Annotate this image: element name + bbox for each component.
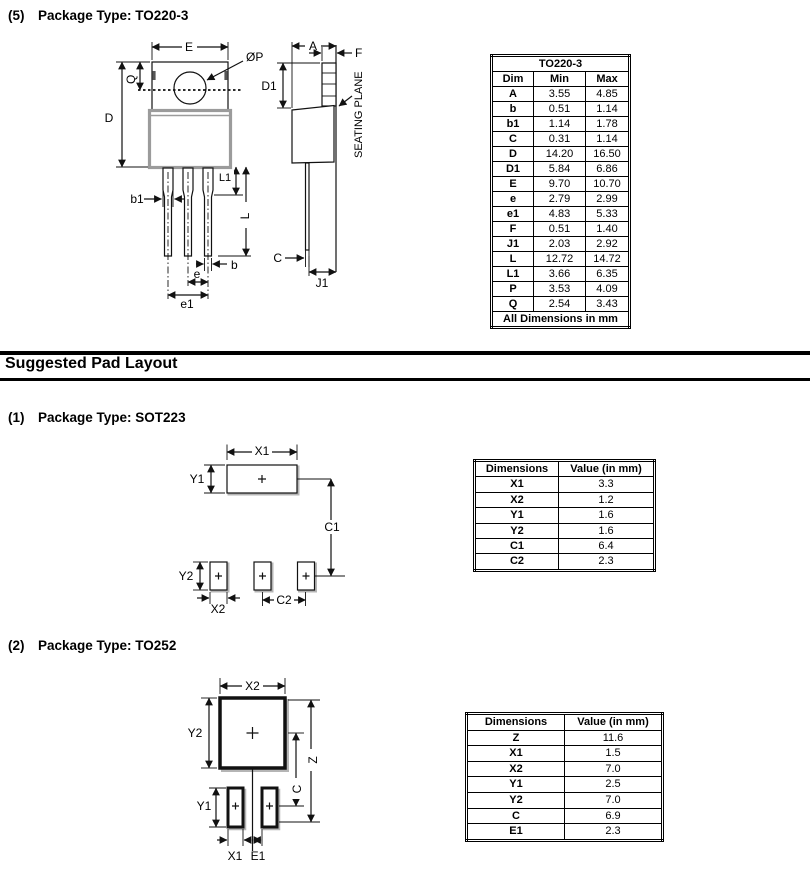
column-header: Min: [534, 72, 586, 87]
to220-side-view: [261, 39, 365, 290]
pad-layout-heading: Suggested Pad Layout: [5, 355, 178, 372]
column-header: Value (in mm): [565, 714, 663, 731]
table-cell: 2.3: [565, 824, 663, 841]
table-cell: A: [492, 87, 534, 102]
table-footer-row: [492, 312, 630, 328]
dim-label-e: e: [193, 267, 201, 281]
table-cell: 2.54: [534, 297, 586, 312]
table-cell: 6.4: [559, 539, 655, 554]
dim-label-E: E: [184, 40, 194, 54]
table-cell: 2.99: [586, 192, 630, 207]
section-heading-to252: [8, 638, 176, 653]
sot223-pad-layout-drawing: [140, 438, 365, 623]
table-cell: 16.50: [586, 147, 630, 162]
table-cell: 7.0: [565, 792, 663, 808]
to220-package-drawing: [95, 30, 475, 320]
section-title: Package Type: TO220-3: [38, 8, 189, 23]
table-cell: 2.5: [565, 777, 663, 793]
table-cell: C: [467, 808, 565, 824]
table-row: [492, 117, 630, 132]
section-title: Package Type: TO252: [38, 638, 177, 653]
table-row: [492, 102, 630, 117]
section-title: Package Type: SOT223: [38, 410, 186, 425]
dim-D1: [261, 63, 320, 108]
dim-b: [196, 258, 238, 272]
table-cell: 3.66: [534, 267, 586, 282]
to220-dimensions-table: [490, 54, 631, 329]
to252-dimensions-table: [465, 712, 664, 842]
lead-side: [306, 163, 310, 250]
dim-X2: [220, 678, 285, 694]
dim-b1: [130, 191, 185, 207]
table-cell: 1.40: [586, 222, 630, 237]
dim-e: [188, 267, 208, 282]
table-cell: 1.78: [586, 117, 630, 132]
table-title-row: [492, 56, 630, 72]
dim-label-X1: X1: [227, 849, 243, 863]
section-divider-bottom: [0, 378, 810, 381]
dim-X2: [197, 592, 240, 616]
sot223-pads: [210, 465, 316, 592]
dim-label-Y2: Y2: [178, 569, 194, 583]
table-cell: C: [492, 132, 534, 147]
table-cell: 4.83: [534, 207, 586, 222]
table-cell: 2.03: [534, 237, 586, 252]
seating-plane-callout: [339, 71, 365, 158]
table-row: [475, 523, 655, 538]
table-cell: Y1: [475, 508, 559, 523]
column-header: Value (in mm): [559, 461, 655, 477]
table-cell: C2: [475, 554, 559, 570]
table-row: [492, 87, 630, 102]
table-cell: 6.35: [586, 267, 630, 282]
to220-front-view: [105, 40, 264, 311]
table-row: [492, 222, 630, 237]
table-cell: 1.14: [586, 102, 630, 117]
dim-label-E1: E1: [250, 849, 266, 863]
table-cell: b1: [492, 117, 534, 132]
table-cell: 1.14: [534, 117, 586, 132]
table-row: [475, 539, 655, 554]
seating-plane-label: SEATING PLANE: [353, 71, 365, 158]
table-row: [475, 554, 655, 570]
dim-label-C1: C1: [324, 520, 340, 534]
table-cell: E1: [467, 824, 565, 841]
table-row: [492, 162, 630, 177]
table-cell: 0.51: [534, 102, 586, 117]
table-cell: L1: [492, 267, 534, 282]
table-cell: 4.09: [586, 282, 630, 297]
dim-label-A: A: [308, 39, 318, 53]
table-cell: 7.0: [565, 761, 663, 777]
table-row: [492, 297, 630, 312]
dim-Y1: [197, 788, 226, 827]
table-cell: E: [492, 177, 534, 192]
table-cell: e1: [492, 207, 534, 222]
dim-label-Y1: Y1: [189, 472, 205, 486]
table-cell: 2.92: [586, 237, 630, 252]
table-row: [492, 177, 630, 192]
dim-label-D1: D1: [261, 79, 277, 93]
table-cell: 2.79: [534, 192, 586, 207]
dim-X1: [217, 829, 252, 863]
dim-Y2: [188, 698, 217, 768]
column-header: Dim: [492, 72, 534, 87]
dim-label-Y1: Y1: [196, 799, 212, 813]
column-header: Dimensions: [467, 714, 565, 731]
table-cell: 11.6: [565, 730, 663, 746]
table-cell: 0.31: [534, 132, 586, 147]
table-cell: 4.85: [586, 87, 630, 102]
section-number: (2): [8, 638, 25, 653]
dim-label-C2: C2: [276, 593, 292, 607]
tab-notch-right: [224, 71, 227, 80]
table-row: [492, 282, 630, 297]
section-heading-to220: [8, 8, 188, 23]
table-title: TO220-3: [492, 56, 630, 72]
table-header-row: [492, 72, 630, 87]
dim-label-X2: X2: [210, 602, 226, 616]
table-cell: 3.55: [534, 87, 586, 102]
dim-label-C: C: [290, 784, 304, 794]
table-cell: 1.5: [565, 746, 663, 762]
mounting-hole: [174, 72, 206, 104]
section-heading-sot223: [8, 410, 186, 425]
table-row: [475, 492, 655, 507]
table-row: [492, 252, 630, 267]
dim-label-L: L: [238, 212, 252, 220]
dim-C2: [263, 592, 306, 607]
dim-J1: [309, 256, 336, 290]
table-cell: 9.70: [534, 177, 586, 192]
table-cell: 1.6: [559, 508, 655, 523]
dim-label-D: D: [104, 111, 114, 125]
section-number: (1): [8, 410, 25, 425]
table-cell: 1.14: [586, 132, 630, 147]
table-row: [467, 746, 663, 762]
table-cell: Y2: [467, 792, 565, 808]
to252-pad-layout-drawing: [150, 663, 400, 869]
table-row: [467, 777, 663, 793]
table-cell: C1: [475, 539, 559, 554]
tab-notch-left: [153, 71, 156, 80]
table-cell: Y2: [475, 523, 559, 538]
table-cell: P: [492, 282, 534, 297]
dim-label-J1: J1: [315, 276, 329, 290]
dim-label-L1: L1: [218, 172, 232, 184]
package-body-side: [292, 106, 334, 164]
table-row: [492, 192, 630, 207]
package-body: [150, 111, 231, 168]
dim-label-Q: Q: [124, 74, 138, 84]
to220-leads: [163, 168, 213, 299]
table-row: [467, 761, 663, 777]
table-cell: Z: [467, 730, 565, 746]
table-cell: 6.9: [565, 808, 663, 824]
table-cell: L: [492, 252, 534, 267]
table-cell: 2.3: [559, 554, 655, 570]
dim-label-b: b: [231, 258, 238, 272]
table-cell: X1: [475, 477, 559, 492]
table-cell: 5.33: [586, 207, 630, 222]
table-cell: 12.72: [534, 252, 586, 267]
dim-Y2: [179, 562, 208, 590]
table-row: [475, 508, 655, 523]
table-cell: 0.51: [534, 222, 586, 237]
dim-Y1: [190, 465, 225, 493]
table-cell: e: [492, 192, 534, 207]
table-cell: 14.20: [534, 147, 586, 162]
table-cell: Q: [492, 297, 534, 312]
column-header: Max: [586, 72, 630, 87]
dim-label-X1: X1: [254, 444, 270, 458]
table-cell: b: [492, 102, 534, 117]
table-row: [467, 824, 663, 841]
table-row: [467, 792, 663, 808]
table-footer: All Dimensions in mm: [492, 312, 630, 328]
table-row: [467, 730, 663, 746]
dim-C: [273, 250, 309, 267]
dim-X1: [227, 444, 297, 460]
table-cell: 3.53: [534, 282, 586, 297]
sot223-dimensions-table: [473, 459, 656, 572]
package-tab-side: [322, 63, 336, 106]
table-row: [467, 808, 663, 824]
dim-label-Y2: Y2: [187, 726, 203, 740]
dim-label-Z: Z: [306, 756, 320, 764]
table-cell: D: [492, 147, 534, 162]
dim-label-P: ØP: [246, 50, 264, 64]
table-cell: J1: [492, 237, 534, 252]
table-header-row: [475, 461, 655, 477]
table-cell: 3.43: [586, 297, 630, 312]
table-cell: 6.86: [586, 162, 630, 177]
table-cell: X1: [467, 746, 565, 762]
dim-label-b1: b1: [130, 192, 144, 206]
table-cell: 10.70: [586, 177, 630, 192]
table-cell: X2: [475, 492, 559, 507]
table-cell: 5.84: [534, 162, 586, 177]
table-row: [475, 477, 655, 492]
dim-L1: [214, 167, 243, 195]
table-cell: 1.2: [559, 492, 655, 507]
table-row: [492, 132, 630, 147]
table-cell: D1: [492, 162, 534, 177]
table-cell: F: [492, 222, 534, 237]
table-row: [492, 267, 630, 282]
dim-e1: [168, 295, 208, 311]
dim-label-F: F: [355, 46, 363, 60]
table-cell: 1.6: [559, 523, 655, 538]
to252-pads: [220, 698, 288, 851]
dim-Q: [124, 62, 140, 90]
table-row: [492, 237, 630, 252]
table-cell: 3.3: [559, 477, 655, 492]
dim-E: [152, 40, 228, 60]
dim-label-e1: e1: [180, 297, 194, 311]
table-row: [492, 147, 630, 162]
table-header-row: [467, 714, 663, 731]
table-cell: 14.72: [586, 252, 630, 267]
table-cell: X2: [467, 761, 565, 777]
column-header: Dimensions: [475, 461, 559, 477]
section-number: (5): [8, 8, 25, 23]
table-cell: Y1: [467, 777, 565, 793]
dim-label-X2: X2: [245, 679, 260, 693]
table-row: [492, 207, 630, 222]
dim-label-C: C: [273, 251, 282, 265]
